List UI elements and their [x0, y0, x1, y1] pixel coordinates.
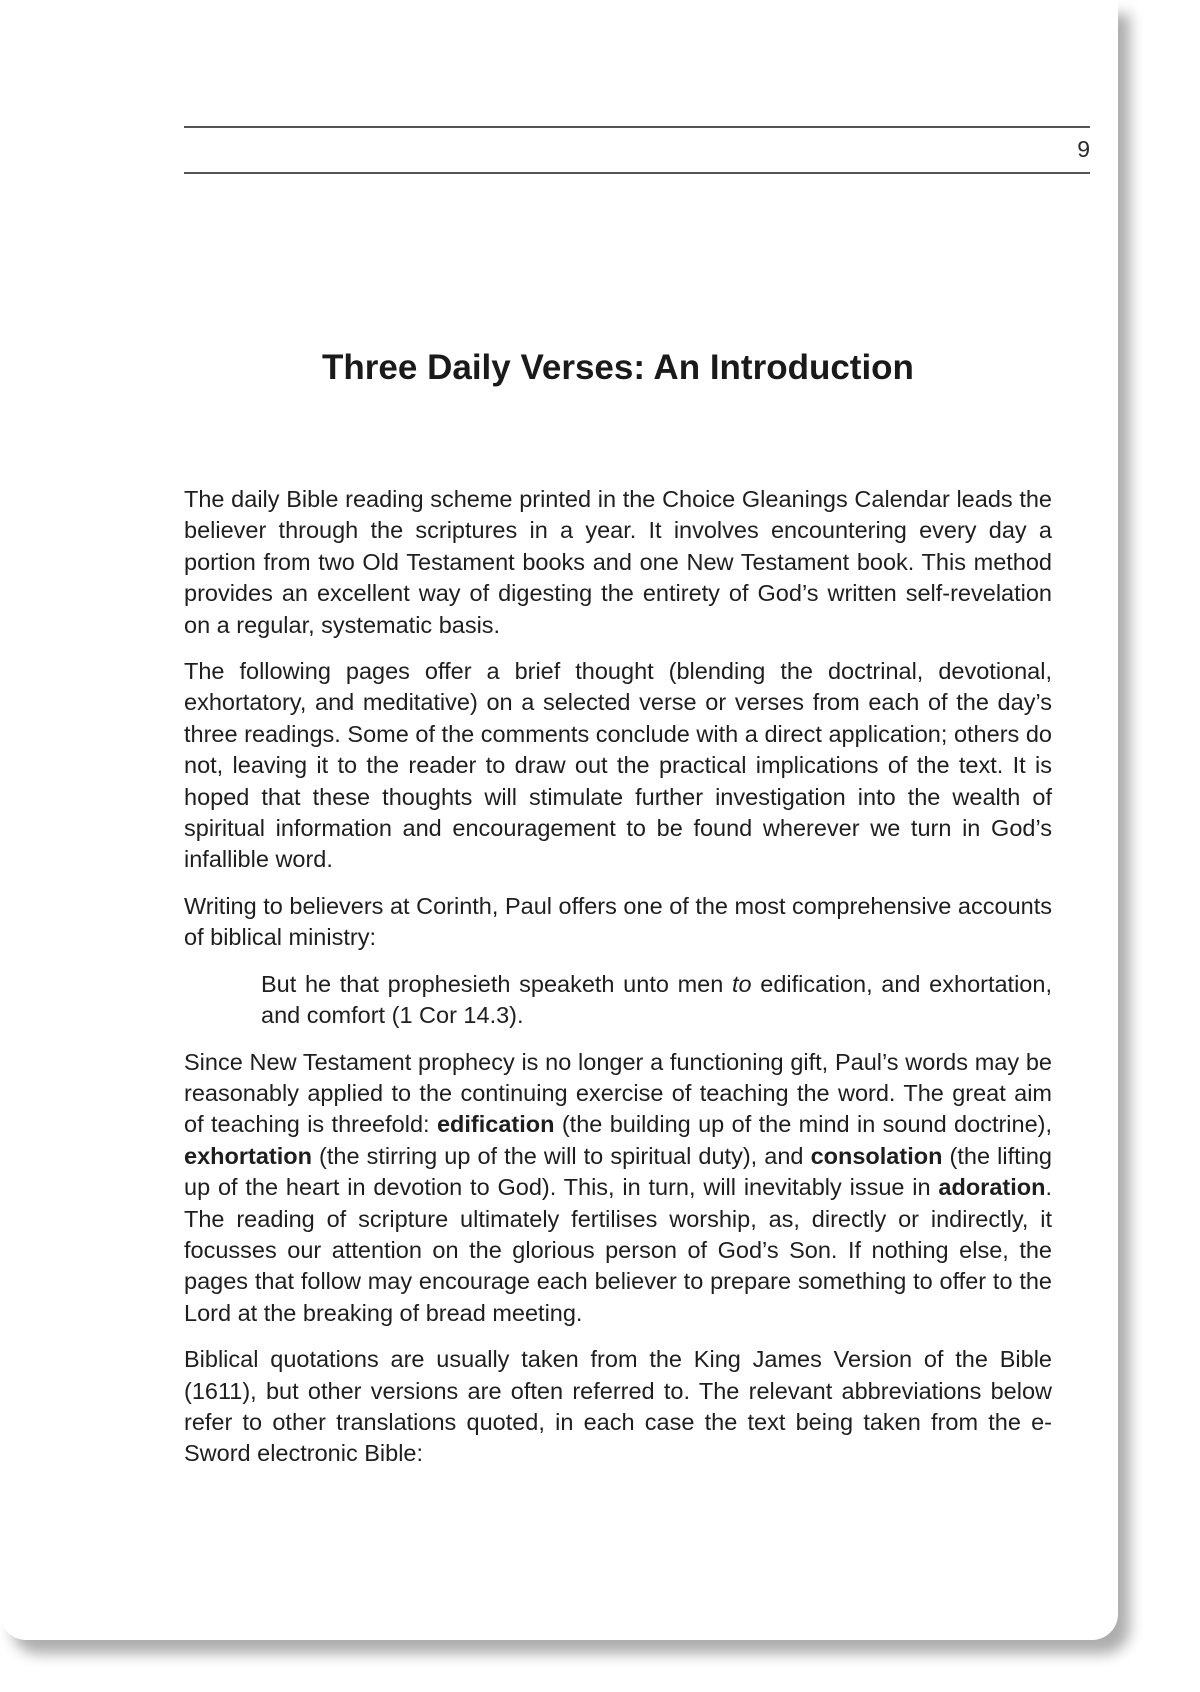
header-rule-top — [184, 126, 1090, 128]
p4-bold-adoration: adoration — [938, 1174, 1046, 1201]
p4-text-3: (the stirring up of the will to spiritual duty), and — [311, 1142, 811, 1169]
p4-bold-consolation: consolation — [810, 1142, 943, 1169]
page-title: Three Daily Verses: An Introduction — [322, 348, 914, 387]
p4-text-2: (the building up of the mind in sound doctrine), — [554, 1111, 1053, 1138]
paragraph-2: The following pages offer a brief thought (blending the doctrinal, devotional, exhortatory, and meditative) on a selected verse or verses from each of the day’s three readings. Some of the comments conclude with a direct application; others do not, leaving it to the reader to draw out the practical implications of the text. It is hoped that these thoughts will stimulate further investigation into the wealth of spiritual information and encouragement to be found wherever we turn in God’s infallible word. — [184, 658, 1052, 873]
paragraph-3: Writing to believers at Corinth, Paul offers one of the most comprehensive accounts of biblical ministry: — [184, 892, 1052, 951]
p4-text-5: . The reading of scripture ultimately fertilises worship, as, directly or indirectly, it focusses our attention on the glorious person of God’s Son. If nothing else, the pages that follow may encourage each believer to prepare something to offer to the Lord at the breaking of bread meeting. — [184, 1174, 1052, 1326]
header-rule-bottom — [184, 172, 1090, 174]
p4-text-4: (the lifting up of the heart in devotion to God). This, in turn, will inevitably issue in — [184, 1142, 1052, 1201]
paragraph-5: Biblical quotations are usually taken from the King James Version of the Bible (1611), but other versions are often referred to. The relevant abbreviations below refer to other translations quoted, in each case the text being taken from the e-Sword electronic Bible: — [184, 1346, 1052, 1467]
p4-text-1: Since New Testament prophecy is no longer a functioning gift, Paul’s words may be reasonably applied to the continuing exercise of teaching the word. The great aim of teaching is threefold: — [184, 1048, 1052, 1138]
p4-bold-exhortation: exhortation — [184, 1142, 312, 1169]
quote-text-1: But he that prophesieth speaketh unto men — [261, 970, 732, 997]
quote-text-2: edification, and exhortation, and comfort (1 Cor 14.3). — [261, 970, 1052, 1029]
p4-bold-edification: edification — [436, 1111, 555, 1138]
quote-italic-word: to — [731, 970, 752, 997]
body-text — [184, 484, 1052, 1485]
paragraph-1: The daily Bible reading scheme printed in the Choice Gleanings Calendar leads the believer through the scriptures in a year. It involves encountering every day a portion from two Old Testament books and one New Testament book. This method provides an excellent way of digesting the entirety of God’s written self-revelation on a regular, systematic basis. — [184, 486, 1052, 638]
block-quote — [261, 969, 1052, 1032]
paragraph-4 — [184, 1047, 1052, 1330]
page-number: 9 — [1077, 136, 1090, 162]
